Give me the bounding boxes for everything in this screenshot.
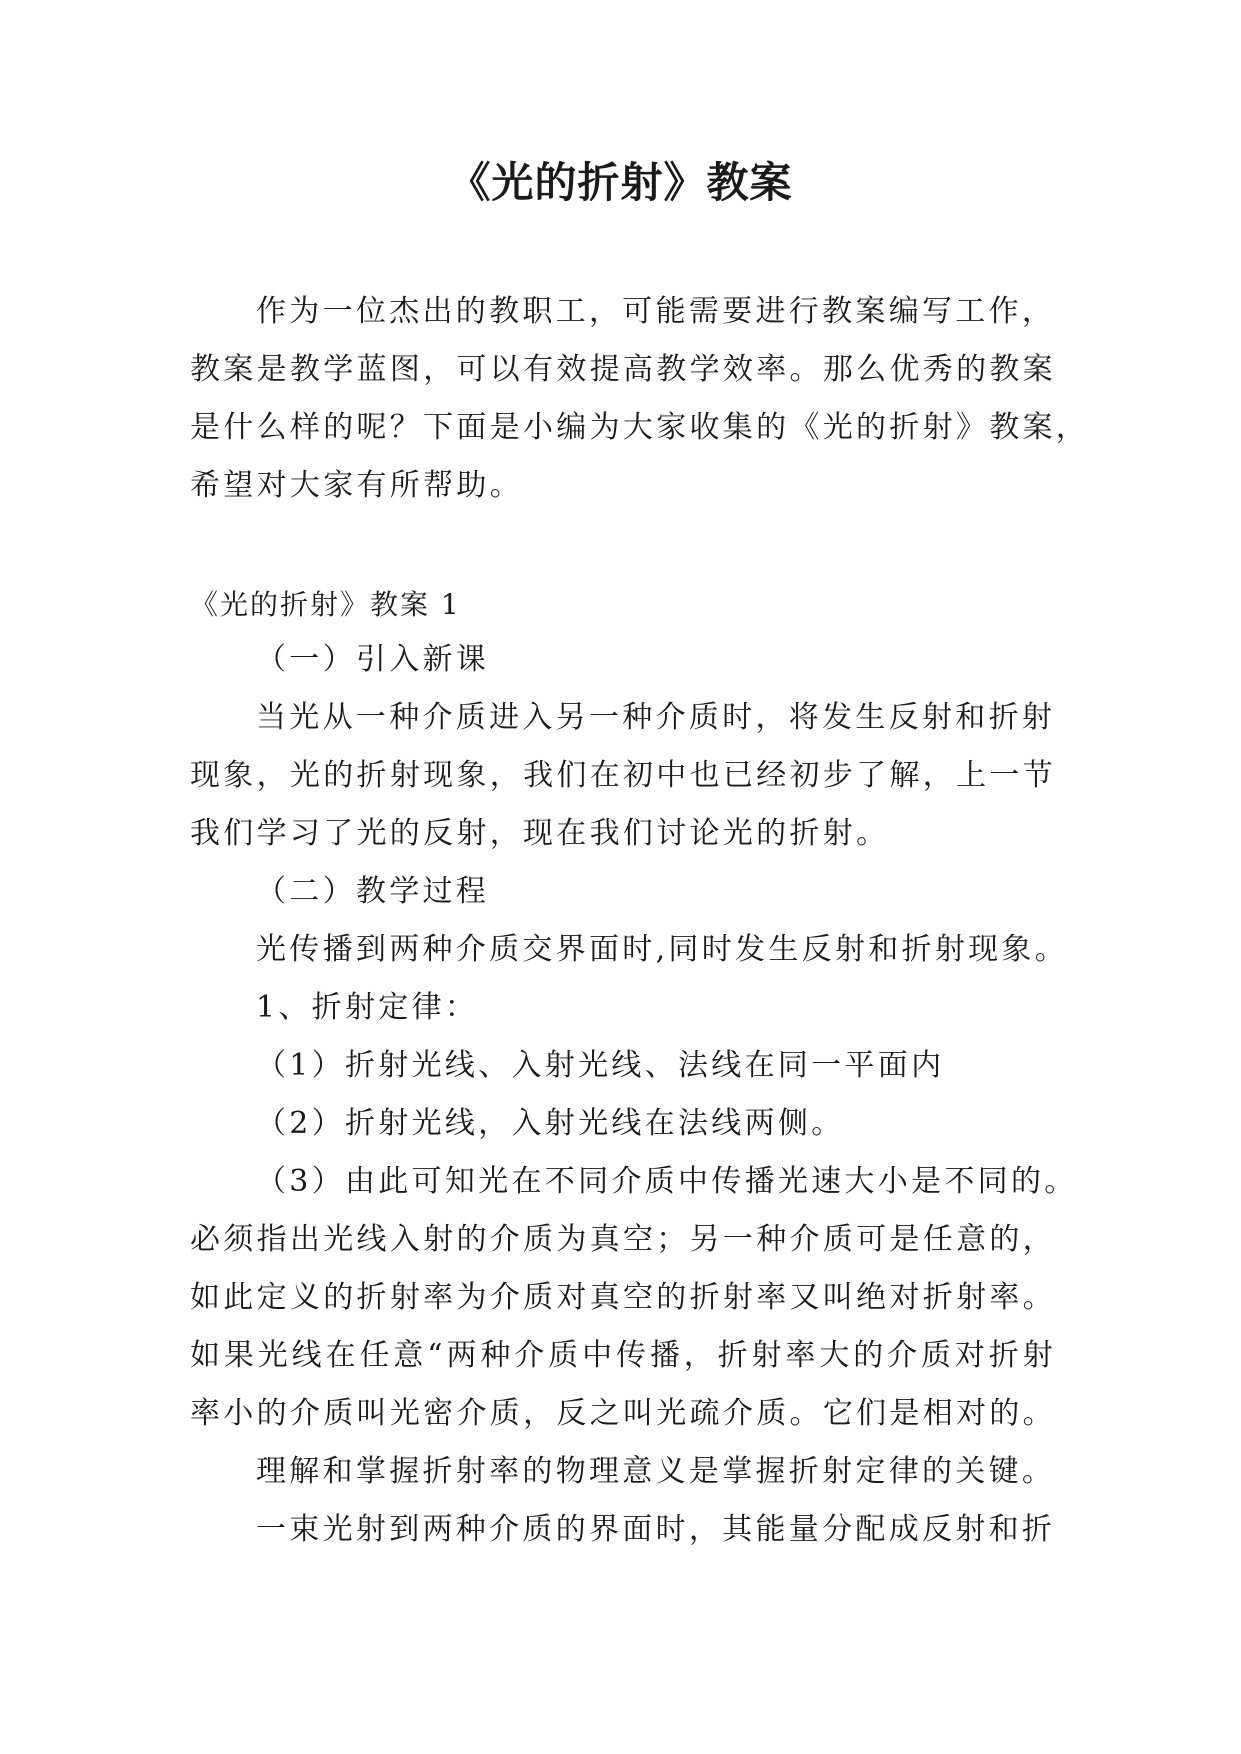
body-line-8: （1）折射光线、入射光线、法线在同一平面内 bbox=[256, 1048, 945, 1083]
section-heading: 《光的折射》教案 1 bbox=[190, 588, 461, 621]
document-title: 《光的折射》教案 bbox=[448, 158, 793, 207]
body-line-16: 一束光射到两种介质的界面时，其能量分配成反射和折 bbox=[256, 1512, 1056, 1547]
body-line-9: （2）折射光线，入射光线在法线两侧。 bbox=[256, 1106, 845, 1141]
body-line-10: （3）由此可知光在不同介质中传播光速大小是不同的。 bbox=[256, 1164, 1078, 1199]
intro-line-3: 是什么样的呢？下面是小编为大家收集的《光的折射》教案， bbox=[190, 410, 1090, 445]
intro-line-4: 希望对大家有所帮助。 bbox=[190, 468, 523, 503]
body-line-5: （二）教学过程 bbox=[256, 874, 490, 909]
intro-line-2: 教案是教学蓝图，可以有效提高教学效率。那么优秀的教案 bbox=[190, 352, 1056, 387]
body-line-2: 当光从一种介质进入另一种介质时，将发生反射和折射 bbox=[256, 700, 1056, 735]
body-line-3: 现象，光的折射现象，我们在初中也已经初步了解，上一节 bbox=[190, 758, 1056, 793]
body-line-13: 如果光线在任意“两种介质中传播，折射率大的介质对折射 bbox=[190, 1338, 1056, 1373]
body-line-4: 我们学习了光的反射，现在我们讨论光的折射。 bbox=[190, 816, 890, 851]
intro-line-1: 作为一位杰出的教职工，可能需要进行教案编写工作， bbox=[256, 294, 1056, 329]
body-line-7: 1、折射定律： bbox=[256, 990, 479, 1025]
body-line-12: 如此定义的折射率为介质对真空的折射率又叫绝对折射率。 bbox=[190, 1280, 1056, 1315]
body-line-1: （一）引入新课 bbox=[256, 642, 490, 677]
body-line-15: 理解和掌握折射率的物理意义是掌握折射定律的关键。 bbox=[256, 1454, 1056, 1489]
body-line-11: 必须指出光线入射的介质为真空；另一种介质可是任意的， bbox=[190, 1222, 1056, 1257]
body-line-14: 率小的介质叫光密介质，反之叫光疏介质。它们是相对的。 bbox=[190, 1396, 1056, 1431]
body-line-6: 光传播到两种介质交界面时,同时发生反射和折射现象。 bbox=[256, 932, 1069, 967]
